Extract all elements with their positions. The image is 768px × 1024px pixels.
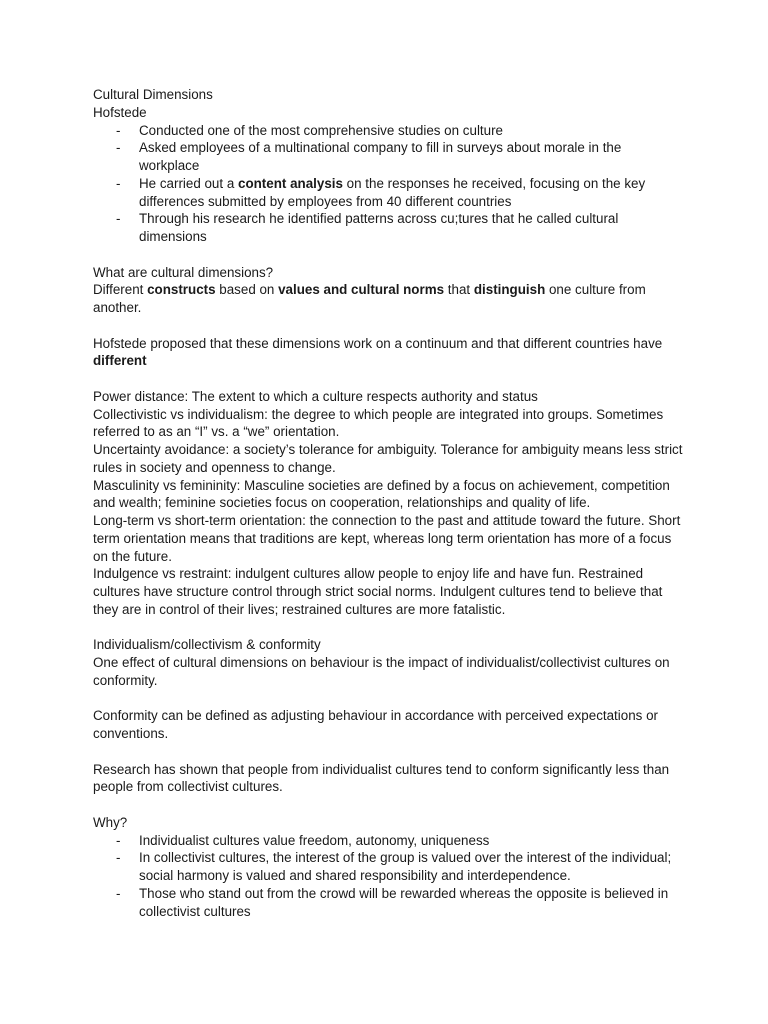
continuum-paragraph: Hofstede proposed that these dimensions work on a continuum and that different countries have different (93, 335, 663, 369)
list-item: - Conducted one of the most comprehensive studies on culture (139, 122, 683, 140)
doc-subtitle: Hofstede (93, 104, 147, 120)
list-item: - He carried out a content analysis on the responses he received, focusing on the key differences submitted by employees from 40 different countries (139, 175, 683, 211)
dimension-uncertainty-avoidance: Uncertainty avoidance: a society’s tolerance for ambiguity. Tolerance for ambiguity means less strict rules in society and openness to change. (93, 442, 683, 475)
bold-term: content analysis (238, 175, 343, 191)
dimension-indulgence: Indulgence vs restraint: indulgent cultures allow people to enjoy life and have fun. Restrained cultures have structure control through strict social norms. Indulgent cultures tend to believe that they are in control of their lives; restrained cultures are more fatalistic. (93, 566, 663, 617)
dimension-power-distance: Power distance: The extent to which a culture respects authority and status (93, 388, 538, 404)
conformity-definition: Conformity can be defined as adjusting behaviour in accordance with perceived expectations or conventions. (93, 708, 658, 741)
dimension-individualism: Collectivistic vs individualism: the degree to which people are integrated into groups. Sometimes referred to as an “I” vs. a “we” orientation. (93, 406, 664, 440)
why-list (93, 832, 683, 921)
list-item: - Individualist cultures value freedom, autonomy, uniqueness (139, 832, 683, 850)
bold-term: distinguish (473, 282, 546, 298)
dimension-masculinity: Masculinity vs femininity: Masculine societies are defined by a focus on achievement, competition and wealth; feminine societies focus on cooperation, relationships and quality of life. (93, 477, 670, 511)
bold-term: different (93, 353, 147, 369)
section-heading: Why? (93, 814, 128, 830)
list-item: - Through his research he identified patterns across cu;tures that he called cultural dimensions (139, 210, 683, 246)
list-item: - In collectivist cultures, the interest of the group is valued over the interest of the individual; social harmony is valued and shared responsibility and interdependence. (139, 849, 683, 885)
research-paragraph: Research has shown that people from individualist cultures tend to conform significantly less than people from collectivist cultures. (93, 761, 670, 795)
hofstede-list (93, 122, 683, 246)
bold-term: constructs (147, 282, 216, 298)
document-page (93, 86, 683, 920)
definition-paragraph: Different constructs based on values and cultural norms that distinguish one culture from another. (93, 282, 646, 315)
conformity-intro: One effect of cultural dimensions on behaviour is the impact of individualist/collectivist cultures on conformity. (93, 655, 670, 688)
list-item: - Those who stand out from the crowd will be rewarded whereas the opposite is believed in collectivist cultures (139, 885, 683, 921)
list-item: - Asked employees of a multinational company to fill in surveys about morale in the workplace (139, 139, 683, 175)
section-heading: Individualism/collectivism & conformity (93, 637, 321, 653)
doc-title: Cultural Dimensions (93, 87, 213, 102)
bold-term: values and cultural norms (278, 282, 445, 298)
section-heading: What are cultural dimensions? (93, 264, 274, 280)
dimension-long-term-orientation: Long-term vs short-term orientation: the connection to the past and attitude toward the future. Short term orientation means that traditions are kept, whereas long term orientation has more of a focus on the future. (93, 513, 681, 564)
